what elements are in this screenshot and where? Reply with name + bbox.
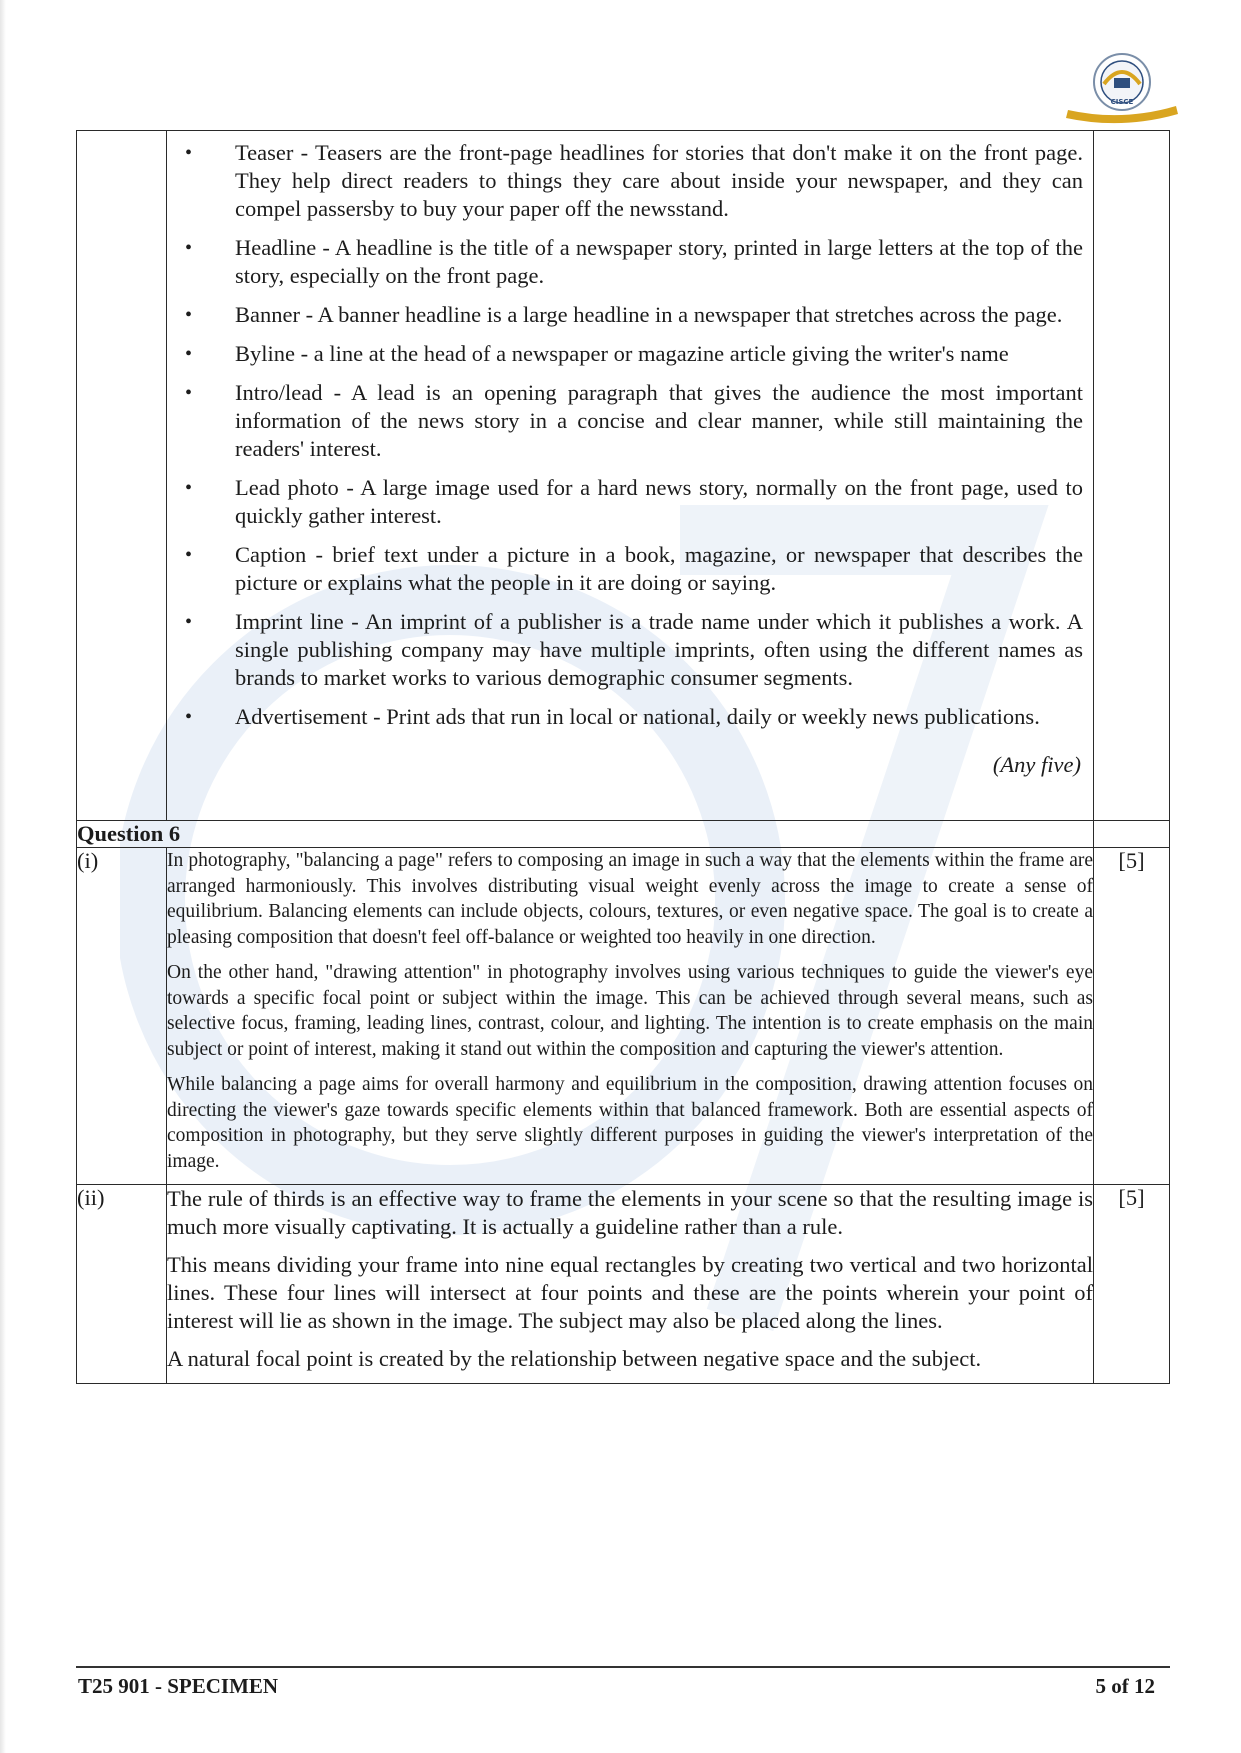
paper-code: T25 901 - SPECIMEN <box>78 1674 279 1698</box>
list-item: • Headline - A headline is the title of a newspaper story, printed in large letters at the top of the story, especially on the front page. <box>167 234 1083 290</box>
part-answer <box>167 1185 1094 1384</box>
question-part-row <box>77 848 1170 1185</box>
part-label: (ii) <box>77 1185 167 1384</box>
list-item: • Imprint line - An imprint of a publisher is a trade name under which it publishes a work. A single publishing company may have multiple imprints, often using the different names as brands to market works to various demographic consumer segments. <box>167 608 1083 692</box>
part-marks: [5] <box>1094 848 1170 1185</box>
question-part-row <box>77 1185 1170 1384</box>
list-item: • Teaser - Teasers are the front-page headlines for stories that don't make it on the front page. They help direct readers to things they care about inside your newspaper, and they can compel passersby to buy your paper off the newsstand. <box>167 139 1083 223</box>
continued-answer-row <box>77 131 1170 821</box>
answer-paragraph: The rule of thirds is an effective way to frame the elements in your scene so that the resulting image is much more visually captivating. It is actually a guideline rather than a rule. <box>167 1186 1093 1239</box>
part-answer <box>167 848 1094 1185</box>
part-label: (i) <box>77 848 167 1185</box>
list-item: • Advertisement - Print ads that run in local or national, daily or weekly news publications. <box>167 703 1083 731</box>
footer-divider <box>76 1666 1170 1668</box>
list-item: • Banner - A banner headline is a large headline in a newspaper that stretches across the page. <box>167 301 1083 329</box>
cisce-logo <box>1060 48 1184 126</box>
answer-paragraph: While balancing a page aims for overall harmony and equilibrium in the composition, drawing attention focuses on directing the viewer's gaze towards specific elements within that balanced framework. Both are essential aspects of composition in photography, but they serve slightly different purposes in guiding the viewer's interpretation of the image. <box>167 1074 1093 1172</box>
page-number: 5 of 12 <box>1095 1674 1155 1698</box>
answer-table <box>76 130 1170 1384</box>
list-item: • Byline - a line at the head of a newspaper or magazine article giving the writer's name <box>167 340 1083 368</box>
question-title: Question 6 <box>77 821 1094 848</box>
list-item: • Caption - brief text under a picture in a book, magazine, or newspaper that describes the picture or explains what the people in it are doing or saying. <box>167 541 1083 597</box>
logo-text: CISCE <box>1110 98 1134 106</box>
answer-paragraph: A natural focal point is created by the relationship between negative space and the subject. <box>167 1346 982 1371</box>
question-header-row <box>77 821 1170 848</box>
any-five-note: (Any five) <box>992 752 1081 777</box>
answer-paragraph: In photography, "balancing a page" refers to composing an image in such a way that the elements within the frame are arranged harmoniously. This involves distributing visual weight evenly across the image to create a sense of equilibrium. Balancing elements can include objects, colours, textures, or even negative space. The goal is to create a pleasing composition that doesn't feel off-balance or weighted too heavily in one direction. <box>167 850 1093 948</box>
list-item: • Lead photo - A large image used for a hard news story, normally on the front page, used to quickly gather interest. <box>167 474 1083 530</box>
newspaper-terms-list <box>167 131 1093 731</box>
answer-paragraph: On the other hand, "drawing attention" in photography involves using various techniques to guide the viewer's eye towards a specific focal point or subject within the image. This can be achieved through several means, such as selective focus, framing, leading lines, contrast, colour, and lighting. The intention is to create emphasis on the main subject or point of interest, making it stand out within the composition and capturing the viewer's attention. <box>167 962 1093 1060</box>
part-marks: [5] <box>1094 1185 1170 1384</box>
page-edge-shadow <box>0 0 6 1753</box>
answer-paragraph: This means dividing your frame into nine equal rectangles by creating two vertical and two horizontal lines. These four lines will intersect at four points and these are the points wherein your point of interest will lie as shown in the image. The subject may also be placed along the lines. <box>167 1252 1093 1333</box>
list-item: • Intro/lead - A lead is an opening paragraph that gives the audience the most important information of the news story in a concise and clear manner, while still maintaining the readers' interest. <box>167 379 1083 463</box>
